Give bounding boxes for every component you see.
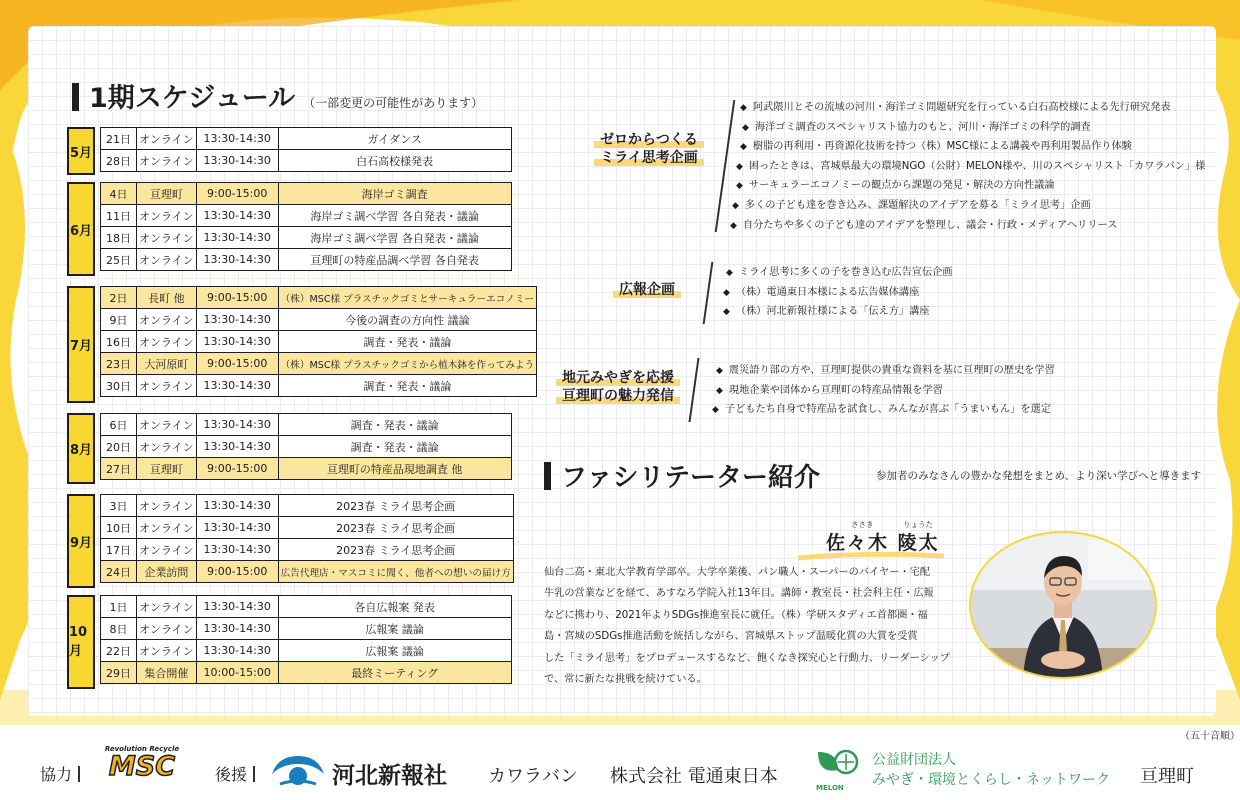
facilitator-title: ファシリテーター紹介 [561, 463, 820, 493]
list-item: ◆ （株）電通東日本様による広告媒体講座 [723, 283, 953, 303]
schedule-place: オンライン [137, 227, 197, 249]
list-item: ◆ 子どもたち自身で特産品を試食し、みんなが喜ぶ「うまいもん」を選定 [712, 400, 1055, 420]
schedule-time: 13:30-14:30 [196, 227, 278, 249]
list-item: ◆ 現地企業や団体から亘理町の特産品情報を学習 [716, 381, 1055, 401]
schedule-time: 13:30-14:30 [196, 495, 278, 517]
sponsor-kawaraban: カワラバン [488, 766, 578, 787]
program-list-local [716, 361, 1055, 420]
schedule-day: 8日 [101, 618, 137, 640]
sponsor-watari: 亘理町 [1140, 766, 1194, 787]
month-label: 10月 [67, 595, 95, 689]
month-schedule-table [100, 286, 537, 397]
list-item: ◆ （株）河北新報社様による「伝え方」講座 [723, 302, 953, 322]
program-divider [703, 262, 714, 324]
list-item: ◆ 多くの子ども達を巻き込み、課題解決のアイデアを募る「ミライ思考」企画 [732, 196, 1205, 216]
program-label-line: 地元みやぎを応援 [556, 370, 680, 386]
table-row [101, 618, 512, 640]
table-row [101, 128, 512, 150]
schedule-content: 調査・発表・議論 [278, 331, 536, 353]
schedule-content: 最終ミーティング [278, 662, 511, 684]
table-row [101, 517, 514, 539]
separator [253, 766, 255, 782]
schedule-time: 13:30-14:30 [196, 205, 278, 227]
schedule-heading [72, 76, 483, 115]
list-item: ◆ 樹脂の再利用・再資源化技術を持つ（株）MSC様による講義や再利用製品作り体験 [740, 137, 1205, 157]
schedule-place: オンライン [137, 249, 197, 271]
schedule-content: 今後の調査の方向性 議論 [278, 309, 536, 331]
facilitator-heading [544, 457, 820, 494]
schedule-content: 調査・発表・議論 [278, 375, 536, 397]
list-item: ◆ サーキュラーエコノミーの観点から課題の発見・解決の方向性議論 [736, 176, 1205, 196]
schedule-place: オンライン [137, 205, 197, 227]
month-label: 9月 [67, 494, 95, 588]
schedule-place: 大河原町 [137, 353, 197, 375]
program-list-mirai [740, 98, 1205, 235]
bio-line: 仙台二高・東北大学教育学部卒。大学卒業後、パン職人・スーパーのバイヤー・宅配 [544, 567, 931, 578]
schedule-content: 2023春 ミライ思考企画 [278, 539, 513, 561]
schedule-content: 各自広報案 発表 [278, 596, 511, 618]
schedule-day: 29日 [101, 662, 137, 684]
facilitator-bio [544, 562, 950, 690]
month-schedule-table [100, 182, 512, 271]
sponsor-dentsu: 株式会社 電通東日本 [610, 766, 778, 787]
table-row [101, 331, 537, 353]
schedule-time: 13:30-14:30 [196, 517, 278, 539]
heading-bar-icon [72, 83, 79, 111]
cooperation-label-wrap [40, 762, 80, 785]
table-row [101, 287, 537, 309]
table-row [101, 375, 537, 397]
month-schedule-table [100, 494, 514, 583]
schedule-content: 海岸ゴミ調べ学習 各自発表・議論 [278, 227, 511, 249]
schedule-place: オンライン [137, 517, 197, 539]
schedule-time: 13:30-14:30 [196, 331, 278, 353]
schedule-day: 22日 [101, 640, 137, 662]
support-label: 後援 [215, 765, 248, 784]
facilitator-tagline: 参加者のみなさんの豊かな発想をまとめ、より深い学びへと導きます [876, 470, 1202, 482]
name-ruby-given: りょうた [903, 520, 933, 529]
month-label: 6月 [67, 182, 95, 276]
list-item: ◆ 海洋ゴミ調査のスペシャリスト協力のもと、河川・海洋ゴミの科学的調査 [740, 118, 1205, 138]
bio-line: 島・宮城のSDGs推進活動を統括しながら、宮城県ストップ温暖化賞の大賞を受賞 [544, 631, 918, 643]
schedule-day: 18日 [101, 227, 137, 249]
schedule-content: 広報案 議論 [278, 640, 511, 662]
schedule-time: 13:30-14:30 [196, 249, 278, 271]
schedule-time: 9:00-15:00 [196, 287, 278, 309]
schedule-day: 4日 [101, 183, 137, 205]
schedule-time: 13:30-14:30 [196, 414, 278, 436]
schedule-content: 2023春 ミライ思考企画 [278, 517, 513, 539]
kahoku-logo-icon [270, 754, 326, 788]
table-row [101, 539, 514, 561]
melon-logo-text: MELON [816, 784, 844, 792]
table-row [101, 150, 512, 172]
schedule-time: 9:00-15:00 [196, 561, 278, 583]
support-label-wrap [215, 762, 255, 785]
heading-bar-icon [544, 462, 551, 490]
schedule-content: 亘理町の特産品現地調査 他 [278, 458, 511, 480]
program-label-pr [604, 281, 690, 299]
table-row [101, 561, 514, 583]
schedule-time: 13:30-14:30 [196, 375, 278, 397]
schedule-place: オンライン [137, 331, 197, 353]
schedule-place: オンライン [137, 618, 197, 640]
table-row [101, 353, 537, 375]
program-label-local [548, 369, 688, 405]
schedule-content: 海岸ゴミ調査 [278, 183, 511, 205]
schedule-content: 調査・発表・議論 [278, 436, 511, 458]
schedule-day: 21日 [101, 128, 137, 150]
program-list-pr [723, 263, 953, 322]
schedule-time: 13:30-14:30 [196, 640, 278, 662]
schedule-day: 10日 [101, 517, 137, 539]
schedule-content: 2023春 ミライ思考企画 [278, 495, 513, 517]
schedule-day: 20日 [101, 436, 137, 458]
month-schedule-table [100, 595, 512, 684]
schedule-content: 広告代理店・マスコミに聞く、他者への想いの届け方 [278, 561, 513, 583]
schedule-content: 亘理町の特産品調べ学習 各自発表 [278, 249, 511, 271]
list-item: ◆ 震災語り部の方や、亘理町提供の貴重な資料を基に亘理町の歴史を学習 [716, 361, 1055, 381]
bio-line: などに携わり、2021年よりSDGs推進室長に就任。（株）学研スタディエ首都圏・福 [544, 609, 928, 621]
table-row [101, 227, 512, 249]
table-row [101, 249, 512, 271]
schedule-content: （株）MSC様 プラスチックゴミとサーキュラーエコノミー [278, 287, 536, 309]
schedule-day: 27日 [101, 458, 137, 480]
schedule-time: 13:30-14:30 [196, 150, 278, 172]
list-item: ◆ ミライ思考に多くの子を巻き込む広告宣伝企画 [723, 263, 953, 283]
schedule-place: オンライン [137, 436, 197, 458]
schedule-time: 10:00-15:00 [196, 662, 278, 684]
schedule-content: 白石高校様発表 [278, 150, 511, 172]
schedule-day: 2日 [101, 287, 137, 309]
facilitator-photo [968, 530, 1158, 680]
schedule-day: 17日 [101, 539, 137, 561]
schedule-day: 30日 [101, 375, 137, 397]
month-label: 5月 [67, 127, 95, 175]
month-label: 7月 [67, 286, 95, 403]
schedule-time: 9:00-15:00 [196, 183, 278, 205]
name-underline [796, 550, 946, 562]
table-row [101, 309, 537, 331]
schedule-place: オンライン [137, 309, 197, 331]
name-ruby-family: ささき [851, 520, 874, 529]
melon-line1: 公益財団法人 [872, 752, 956, 768]
schedule-place: オンライン [137, 375, 197, 397]
schedule-place: 企業訪問 [137, 561, 197, 583]
schedule-place: オンライン [137, 640, 197, 662]
cooperation-label: 協力 [40, 765, 73, 784]
bio-line: した「ミライ思考」をプロデュースするなど、飽くなき探究心と行動力、リーダーシップ [544, 652, 950, 664]
schedule-title: 1期スケジュール [89, 83, 296, 114]
schedule-place: 長町 他 [137, 287, 197, 309]
schedule-time: 13:30-14:30 [196, 618, 278, 640]
schedule-time: 13:30-14:30 [196, 128, 278, 150]
table-row [101, 640, 512, 662]
schedule-place: 亘理町 [137, 183, 197, 205]
msc-logo [100, 745, 184, 781]
schedule-day: 23日 [101, 353, 137, 375]
schedule-place: オンライン [137, 539, 197, 561]
order-note: （五十音順） [1180, 731, 1240, 742]
program-label-line: 亘理町の魅力発信 [556, 388, 680, 404]
program-divider [689, 358, 700, 422]
month-schedule-table [100, 413, 512, 480]
schedule-day: 1日 [101, 596, 137, 618]
schedule-place: オンライン [137, 495, 197, 517]
table-row [101, 596, 512, 618]
bio-line: 牛乳の営業などを経て、あすなろ学院入社13年目。講師・教室長・社会科主任・広報 [544, 588, 934, 600]
month-schedule-table [100, 127, 512, 172]
schedule-content: 広報案 議論 [278, 618, 511, 640]
schedule-content: 海岸ゴミ調べ学習 各自発表・議論 [278, 205, 511, 227]
schedule-day: 25日 [101, 249, 137, 271]
schedule-place: オンライン [137, 596, 197, 618]
program-label-line: ミライ思考企画 [594, 150, 704, 166]
schedule-content: 調査・発表・議論 [278, 414, 511, 436]
schedule-place: オンライン [137, 414, 197, 436]
program-label-line: ゼロからつくる [594, 132, 704, 148]
sponsor-kahoku: 河北新報社 [332, 763, 447, 789]
schedule-place: 集合開催 [137, 662, 197, 684]
list-item: ◆ 困ったときは、宮城県最大の環境NGO（公財）MELON様や、川のスペシャリスト「カワラバン」様 [736, 157, 1205, 177]
schedule-time: 13:30-14:30 [196, 596, 278, 618]
table-row [101, 205, 512, 227]
schedule-day: 3日 [101, 495, 137, 517]
schedule-place: 亘理町 [137, 458, 197, 480]
table-row [101, 436, 512, 458]
schedule-day: 24日 [101, 561, 137, 583]
schedule-day: 28日 [101, 150, 137, 172]
msc-logo-text: MSC [108, 751, 176, 782]
table-row [101, 414, 512, 436]
schedule-place: オンライン [137, 150, 197, 172]
schedule-note: （一部変更の可能性があります） [303, 96, 484, 110]
list-item: ◆ 阿武隈川とその流域の河川・海洋ゴミ問題研究を行っている白石高校様による先行研究発表 [740, 98, 1205, 118]
program-label-line: 広報企画 [613, 282, 681, 298]
table-row [101, 183, 512, 205]
schedule-content: ガイダンス [278, 128, 511, 150]
schedule-day: 6日 [101, 414, 137, 436]
schedule-time: 13:30-14:30 [196, 436, 278, 458]
facilitator-name: 佐々木 陵太 [826, 532, 940, 554]
melon-line2: みやぎ・環境とくらし・ネットワーク [872, 772, 1110, 788]
schedule-content: （株）MSC様 プラスチックゴミから植木鉢を作ってみよう [278, 353, 536, 375]
schedule-time: 13:30-14:30 [196, 539, 278, 561]
schedule-place: オンライン [137, 128, 197, 150]
schedule-day: 9日 [101, 309, 137, 331]
month-label: 8月 [67, 413, 95, 484]
schedule-day: 16日 [101, 331, 137, 353]
separator [78, 766, 80, 782]
schedule-time: 9:00-15:00 [196, 458, 278, 480]
list-item: ◆ 自分たちや多くの子ども達のアイデアを整理し、議会・行政・メディアへリリース [730, 216, 1205, 236]
table-row [101, 495, 514, 517]
msc-tagline: Revolution Recycle [104, 745, 180, 753]
table-row [101, 662, 512, 684]
program-label-mirai [586, 131, 712, 167]
schedule-time: 9:00-15:00 [196, 353, 278, 375]
schedule-day: 11日 [101, 205, 137, 227]
table-row [101, 458, 512, 480]
schedule-time: 13:30-14:30 [196, 309, 278, 331]
melon-logo-icon [812, 748, 862, 786]
bio-line: で、常に新たな挑戦を続けている。 [544, 674, 707, 686]
